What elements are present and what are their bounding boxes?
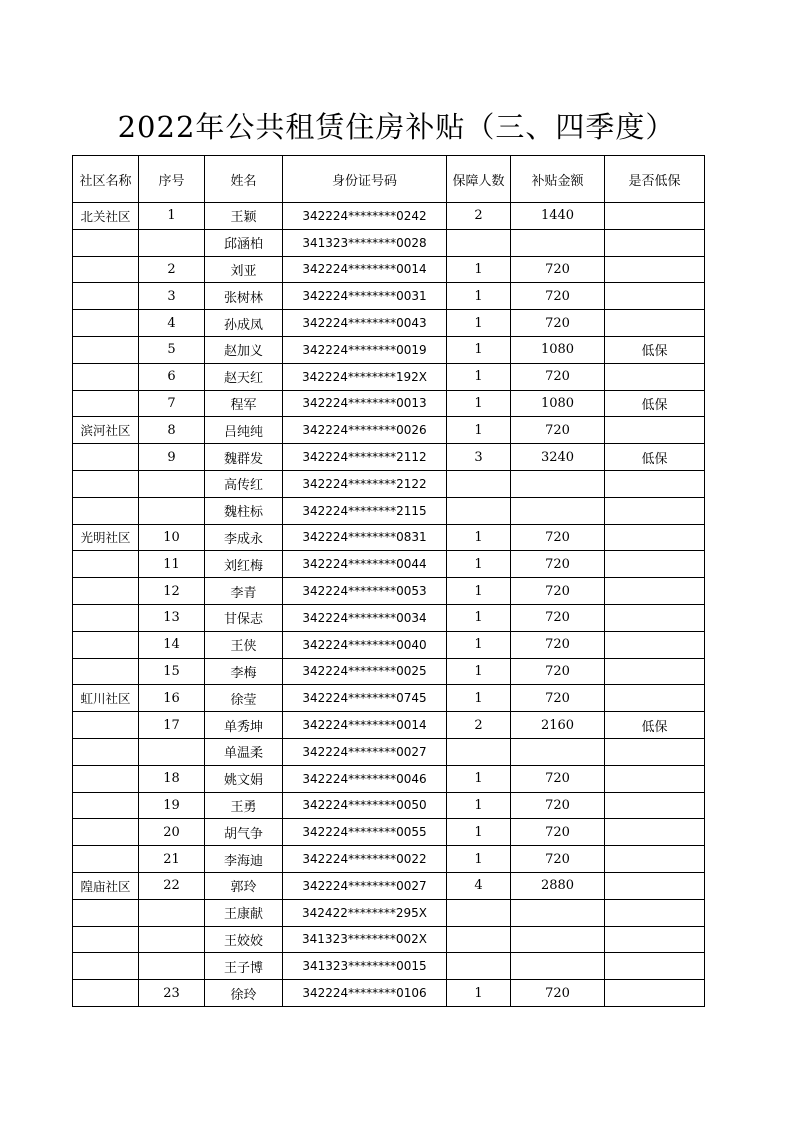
cell-persons: 1 [447, 256, 511, 283]
table-row [73, 685, 705, 712]
cell-persons: 1 [447, 792, 511, 819]
cell-name: 邱涵柏 [205, 229, 283, 256]
header-row [73, 156, 705, 203]
cell-seq: 15 [139, 658, 205, 685]
table-row [73, 658, 705, 685]
header-persons: 保障人数 [447, 156, 511, 203]
cell-amount: 720 [511, 631, 605, 658]
cell-seq: 18 [139, 765, 205, 792]
cell-persons: 2 [447, 712, 511, 739]
cell-low-income [605, 604, 705, 631]
cell-persons: 1 [447, 524, 511, 551]
cell-name: 魏群发 [205, 444, 283, 471]
cell-id-number: 342224********0106 [283, 980, 447, 1007]
cell-name: 刘红梅 [205, 551, 283, 578]
table-row [73, 846, 705, 873]
table-row [73, 336, 705, 363]
cell-persons: 1 [447, 631, 511, 658]
cell-seq: 14 [139, 631, 205, 658]
cell-seq [139, 738, 205, 765]
cell-community [73, 470, 139, 497]
cell-persons: 1 [447, 980, 511, 1007]
cell-low-income: 低保 [605, 712, 705, 739]
cell-amount: 3240 [511, 444, 605, 471]
cell-low-income [605, 980, 705, 1007]
cell-seq: 5 [139, 336, 205, 363]
cell-persons: 1 [447, 310, 511, 337]
cell-low-income: 低保 [605, 336, 705, 363]
cell-seq: 16 [139, 685, 205, 712]
header-amount: 补贴金额 [511, 156, 605, 203]
cell-id-number: 342224********0745 [283, 685, 447, 712]
cell-persons: 1 [447, 765, 511, 792]
cell-amount: 1080 [511, 390, 605, 417]
cell-low-income: 低保 [605, 444, 705, 471]
cell-persons: 2 [447, 203, 511, 230]
cell-name: 刘亚 [205, 256, 283, 283]
cell-seq: 1 [139, 203, 205, 230]
cell-community: 光明社区 [73, 524, 139, 551]
cell-community [73, 336, 139, 363]
cell-id-number: 342224********192X [283, 363, 447, 390]
cell-seq: 9 [139, 444, 205, 471]
cell-id-number: 342224********2115 [283, 497, 447, 524]
table-row [73, 524, 705, 551]
cell-community [73, 390, 139, 417]
table-row [73, 872, 705, 899]
cell-name: 吕纯纯 [205, 417, 283, 444]
cell-low-income [605, 283, 705, 310]
table-row [73, 203, 705, 230]
cell-low-income [605, 926, 705, 953]
cell-persons: 1 [447, 363, 511, 390]
header-name: 姓名 [205, 156, 283, 203]
cell-low-income [605, 497, 705, 524]
cell-amount: 720 [511, 846, 605, 873]
cell-amount: 2880 [511, 872, 605, 899]
header-seq: 序号 [139, 156, 205, 203]
cell-id-number: 342224********2112 [283, 444, 447, 471]
cell-seq [139, 899, 205, 926]
cell-low-income [605, 685, 705, 712]
cell-community [73, 712, 139, 739]
cell-persons [447, 497, 511, 524]
cell-low-income [605, 310, 705, 337]
cell-persons: 1 [447, 578, 511, 605]
cell-seq [139, 926, 205, 953]
cell-seq: 11 [139, 551, 205, 578]
cell-name: 李海迪 [205, 846, 283, 873]
cell-amount: 720 [511, 417, 605, 444]
cell-seq: 12 [139, 578, 205, 605]
cell-low-income [605, 524, 705, 551]
table-header [73, 156, 705, 203]
cell-id-number: 342224********0013 [283, 390, 447, 417]
cell-persons [447, 926, 511, 953]
cell-id-number: 342224********0046 [283, 765, 447, 792]
cell-amount: 720 [511, 578, 605, 605]
cell-community: 滨河社区 [73, 417, 139, 444]
cell-id-number: 342224********0040 [283, 631, 447, 658]
cell-name: 徐玲 [205, 980, 283, 1007]
cell-amount: 720 [511, 363, 605, 390]
cell-persons: 1 [447, 551, 511, 578]
cell-low-income [605, 899, 705, 926]
table-row [73, 765, 705, 792]
cell-community [73, 980, 139, 1007]
cell-persons: 1 [447, 336, 511, 363]
cell-name: 李梅 [205, 658, 283, 685]
cell-name: 徐莹 [205, 685, 283, 712]
cell-amount: 720 [511, 283, 605, 310]
cell-community [73, 765, 139, 792]
table-row [73, 953, 705, 980]
cell-name: 郭玲 [205, 872, 283, 899]
cell-amount: 1080 [511, 336, 605, 363]
cell-persons: 3 [447, 444, 511, 471]
cell-persons: 1 [447, 283, 511, 310]
cell-name: 程军 [205, 390, 283, 417]
cell-low-income [605, 765, 705, 792]
cell-seq: 2 [139, 256, 205, 283]
cell-community: 隍庙社区 [73, 872, 139, 899]
table-row [73, 578, 705, 605]
table-row [73, 631, 705, 658]
cell-seq: 17 [139, 712, 205, 739]
cell-name: 赵加义 [205, 336, 283, 363]
cell-seq: 13 [139, 604, 205, 631]
cell-seq [139, 953, 205, 980]
cell-name: 魏柱标 [205, 497, 283, 524]
cell-low-income [605, 953, 705, 980]
cell-amount [511, 470, 605, 497]
cell-amount [511, 738, 605, 765]
cell-community [73, 738, 139, 765]
cell-low-income [605, 256, 705, 283]
cell-low-income [605, 363, 705, 390]
cell-seq [139, 470, 205, 497]
table-body [73, 203, 705, 1007]
cell-id-number: 342224********0022 [283, 846, 447, 873]
cell-amount [511, 926, 605, 953]
cell-amount: 2160 [511, 712, 605, 739]
cell-seq: 10 [139, 524, 205, 551]
table-row [73, 497, 705, 524]
cell-community: 虹川社区 [73, 685, 139, 712]
cell-persons [447, 899, 511, 926]
cell-low-income [605, 578, 705, 605]
cell-id-number: 342224********0014 [283, 712, 447, 739]
cell-amount: 720 [511, 551, 605, 578]
cell-community [73, 658, 139, 685]
cell-name: 李成永 [205, 524, 283, 551]
cell-id-number: 342224********0034 [283, 604, 447, 631]
table-row [73, 604, 705, 631]
cell-name: 李青 [205, 578, 283, 605]
cell-community [73, 444, 139, 471]
cell-low-income [605, 229, 705, 256]
cell-low-income [605, 470, 705, 497]
cell-name: 王勇 [205, 792, 283, 819]
table-row [73, 310, 705, 337]
cell-seq: 19 [139, 792, 205, 819]
cell-community [73, 792, 139, 819]
cell-id-number: 342224********0019 [283, 336, 447, 363]
cell-community [73, 256, 139, 283]
cell-id-number: 342224********0055 [283, 819, 447, 846]
table-row [73, 551, 705, 578]
cell-amount: 720 [511, 792, 605, 819]
cell-persons: 1 [447, 846, 511, 873]
cell-seq [139, 497, 205, 524]
cell-id-number: 342422********295X [283, 899, 447, 926]
cell-name: 王侠 [205, 631, 283, 658]
cell-persons [447, 738, 511, 765]
cell-persons: 1 [447, 417, 511, 444]
cell-id-number: 342224********2122 [283, 470, 447, 497]
cell-id-number: 342224********0025 [283, 658, 447, 685]
cell-seq: 4 [139, 310, 205, 337]
header-community: 社区名称 [73, 156, 139, 203]
cell-community [73, 310, 139, 337]
table-row [73, 926, 705, 953]
cell-persons [447, 953, 511, 980]
cell-id-number: 342224********0044 [283, 551, 447, 578]
cell-low-income [605, 846, 705, 873]
cell-seq: 3 [139, 283, 205, 310]
cell-community [73, 283, 139, 310]
table-row [73, 738, 705, 765]
cell-low-income [605, 631, 705, 658]
cell-persons [447, 470, 511, 497]
cell-seq: 8 [139, 417, 205, 444]
cell-low-income [605, 792, 705, 819]
cell-amount: 720 [511, 256, 605, 283]
cell-community [73, 631, 139, 658]
cell-name: 赵天红 [205, 363, 283, 390]
cell-id-number: 342224********0043 [283, 310, 447, 337]
cell-community [73, 604, 139, 631]
cell-low-income [605, 819, 705, 846]
cell-name: 甘保志 [205, 604, 283, 631]
table-row [73, 283, 705, 310]
cell-low-income: 低保 [605, 390, 705, 417]
table-row [73, 256, 705, 283]
cell-low-income [605, 872, 705, 899]
cell-amount [511, 899, 605, 926]
cell-low-income [605, 417, 705, 444]
cell-name: 高传红 [205, 470, 283, 497]
cell-persons: 1 [447, 658, 511, 685]
cell-seq: 22 [139, 872, 205, 899]
cell-name: 王康献 [205, 899, 283, 926]
header-low-income: 是否低保 [605, 156, 705, 203]
cell-seq: 23 [139, 980, 205, 1007]
cell-seq: 20 [139, 819, 205, 846]
cell-persons: 1 [447, 685, 511, 712]
cell-id-number: 342224********0027 [283, 872, 447, 899]
cell-amount [511, 953, 605, 980]
cell-name: 王颖 [205, 203, 283, 230]
cell-amount: 1440 [511, 203, 605, 230]
cell-id-number: 341323********0015 [283, 953, 447, 980]
subsidy-table [72, 155, 705, 1007]
cell-seq: 21 [139, 846, 205, 873]
cell-amount [511, 497, 605, 524]
cell-id-number: 342224********0031 [283, 283, 447, 310]
cell-seq [139, 229, 205, 256]
cell-amount: 720 [511, 658, 605, 685]
cell-name: 单秀坤 [205, 712, 283, 739]
cell-name: 姚文娟 [205, 765, 283, 792]
cell-persons: 4 [447, 872, 511, 899]
table-row [73, 390, 705, 417]
table-row [73, 712, 705, 739]
cell-community [73, 899, 139, 926]
table-row [73, 819, 705, 846]
cell-name: 王姣姣 [205, 926, 283, 953]
cell-name: 王子博 [205, 953, 283, 980]
cell-id-number: 342224********0242 [283, 203, 447, 230]
cell-name: 孙成凤 [205, 310, 283, 337]
cell-community: 北关社区 [73, 203, 139, 230]
table-row [73, 980, 705, 1007]
cell-low-income [605, 551, 705, 578]
cell-seq: 7 [139, 390, 205, 417]
cell-community [73, 926, 139, 953]
cell-low-income [605, 203, 705, 230]
cell-amount: 720 [511, 604, 605, 631]
table-row [73, 792, 705, 819]
cell-low-income [605, 738, 705, 765]
cell-name: 胡气争 [205, 819, 283, 846]
table-row [73, 417, 705, 444]
table-row [73, 444, 705, 471]
cell-name: 张树林 [205, 283, 283, 310]
cell-amount [511, 229, 605, 256]
cell-id-number: 341323********002X [283, 926, 447, 953]
header-id-number: 身份证号码 [283, 156, 447, 203]
cell-community [73, 953, 139, 980]
table-row [73, 363, 705, 390]
cell-community [73, 846, 139, 873]
cell-persons: 1 [447, 390, 511, 417]
cell-amount: 720 [511, 524, 605, 551]
cell-community [73, 551, 139, 578]
cell-amount: 720 [511, 685, 605, 712]
document-title: 2022年公共租赁住房补贴（三、四季度） [117, 110, 676, 144]
cell-amount: 720 [511, 765, 605, 792]
cell-amount: 720 [511, 819, 605, 846]
cell-id-number: 342224********0050 [283, 792, 447, 819]
cell-amount: 720 [511, 980, 605, 1007]
table-row [73, 899, 705, 926]
cell-amount: 720 [511, 310, 605, 337]
cell-id-number: 341323********0028 [283, 229, 447, 256]
table-row [73, 470, 705, 497]
cell-persons [447, 229, 511, 256]
cell-community [73, 497, 139, 524]
cell-community [73, 363, 139, 390]
cell-seq: 6 [139, 363, 205, 390]
cell-id-number: 342224********0053 [283, 578, 447, 605]
cell-persons: 1 [447, 819, 511, 846]
cell-community [73, 819, 139, 846]
cell-id-number: 342224********0014 [283, 256, 447, 283]
cell-community [73, 229, 139, 256]
cell-persons: 1 [447, 604, 511, 631]
table-row [73, 229, 705, 256]
cell-id-number: 342224********0831 [283, 524, 447, 551]
cell-low-income [605, 658, 705, 685]
cell-community [73, 578, 139, 605]
cell-id-number: 342224********0027 [283, 738, 447, 765]
cell-name: 单温柔 [205, 738, 283, 765]
cell-id-number: 342224********0026 [283, 417, 447, 444]
